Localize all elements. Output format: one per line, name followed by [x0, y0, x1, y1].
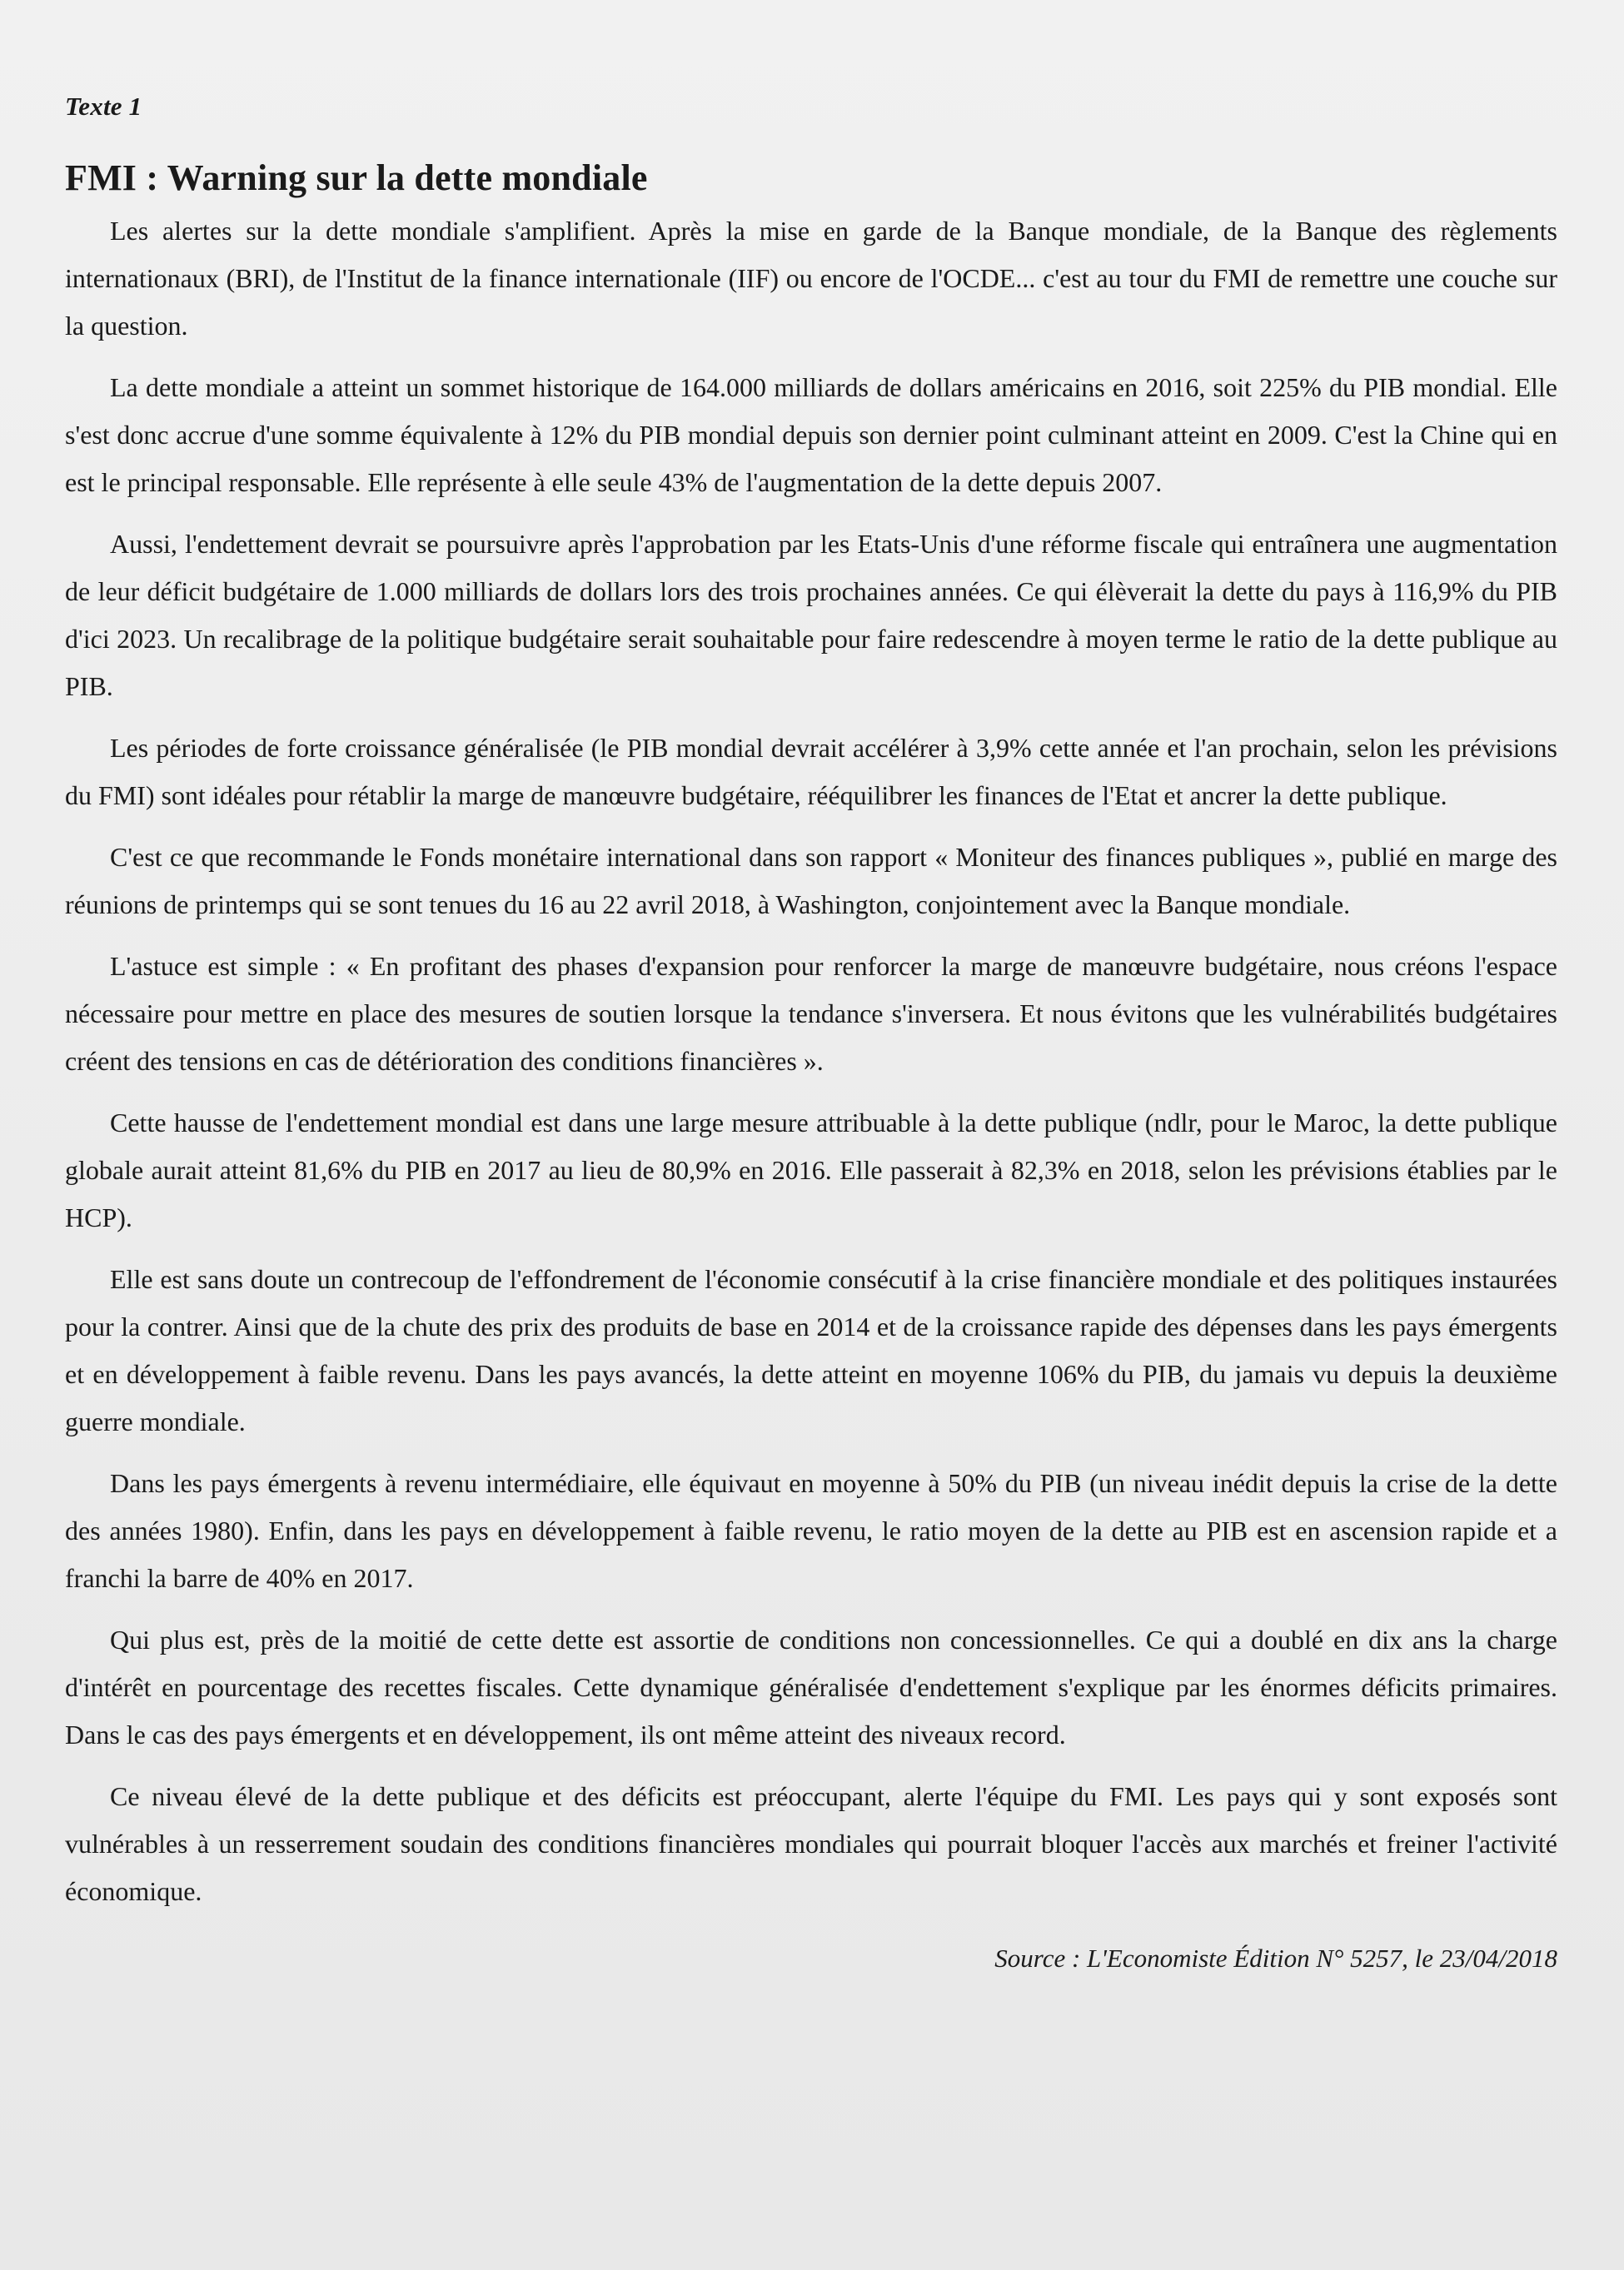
- paragraph-6: L'astuce est simple : « En profitant des phases d'expansion pour renforcer la marge de manœuvre budgétaire, nous créons l'espace nécessaire pour mettre en place des mesures de soutien lorsque la tendance s'inversera. Et nous évitons que les vulnérabilités budgétaires créent des tensions en cas de détérioration des conditions financières ».: [65, 951, 1557, 1076]
- paragraph-10: Qui plus est, près de la moitié de cette dette est assortie de conditions non concessionnelles. Ce qui a doublé en dix ans la charge d'intérêt en pourcentage des recettes fiscales. Cette dynamique généralisée d'endettement s'explique par les énormes déficits primaires. Dans le cas des pays émergents et en développement, ils ont même atteint des niveaux record.: [65, 1625, 1557, 1750]
- paragraph-8: Elle est sans doute un contrecoup de l'effondrement de l'économie consécutif à la crise financière mondiale et des politiques instaurées pour la contrer. Ainsi que de la chute des prix des produits de base en 2014 et de la croissance rapide des dépenses dans les pays émergents et en développement à faible revenu. Dans les pays avancés, la dette atteint en moyenne 106% du PIB, du jamais vu depuis la deuxième guerre mondiale.: [65, 1264, 1557, 1436]
- paragraph-9: Dans les pays émergents à revenu intermédiaire, elle équivaut en moyenne à 50% du PIB (un niveau inédit depuis la crise de la dette des années 1980). Enfin, dans les pays en développement à faible revenu, le ratio moyen de la dette au PIB est en ascension rapide et a franchi la barre de 40% en 2017.: [65, 1468, 1557, 1593]
- article-title: FMI : Warning sur la dette mondiale: [65, 157, 648, 198]
- paragraph-2: La dette mondiale a atteint un sommet historique de 164.000 milliards de dollars américains en 2016, soit 225% du PIB mondial. Elle s'est donc accrue d'une somme équivalente à 12% du PIB mondial depuis son dernier point culminant atteint en 2009. C'est la Chine qui en est le principal responsable. Elle représente à elle seule 43% de l'augmentation de la dette depuis 2007.: [65, 372, 1557, 497]
- paragraph-1: Les alertes sur la dette mondiale s'amplifient. Après la mise en garde de la Banque mondiale, de la Banque des règlements internationaux (BRI), de l'Institut de la finance internationale (IIF) ou encore de l'OCDE... c'est au tour du FMI de remettre une couche sur la question.: [65, 216, 1557, 341]
- paragraph-4: Les périodes de forte croissance généralisée (le PIB mondial devrait accélérer à 3,9% cette année et l'an prochain, selon les prévisions du FMI) sont idéales pour rétablir la marge de manœuvre budgétaire, rééquilibrer les finances de l'Etat et ancrer la dette publique.: [65, 733, 1557, 810]
- article-body: [65, 207, 1557, 1915]
- paragraph-3: Aussi, l'endettement devrait se poursuivre après l'approbation par les Etats-Unis d'une réforme fiscale qui entraînera une augmentation de leur déficit budgétaire de 1.000 milliards de dollars lors des trois prochaines années. Ce qui élèverait la dette du pays à 116,9% du PIB d'ici 2023. Un recalibrage de la politique budgétaire serait souhaitable pour faire redescendre à moyen terme le ratio de la dette publique au PIB.: [65, 529, 1557, 701]
- paragraph-11: Ce niveau élevé de la dette publique et des déficits est préoccupant, alerte l'équipe du FMI. Les pays qui y sont exposés sont vulnérables à un resserrement soudain des conditions financières mondiales qui pourrait bloquer l'accès aux marchés et freiner l'activité économique.: [65, 1781, 1557, 1906]
- paragraph-5: C'est ce que recommande le Fonds monétaire international dans son rapport « Moniteur des finances publiques », publié en marge des réunions de printemps qui se sont tenues du 16 au 22 avril 2018, à Washington, conjointement avec la Banque mondiale.: [65, 842, 1557, 919]
- source-citation: Source : L'Economiste Édition N° 5257, le 23/04/2018: [994, 1944, 1557, 1973]
- paragraph-7: Cette hausse de l'endettement mondial est dans une large mesure attribuable à la dette publique (ndlr, pour le Maroc, la dette publique globale aurait atteint 81,6% du PIB en 2017 au lieu de 80,9% en 2016. Elle passerait à 82,3% en 2018, selon les prévisions établies par le HCP).: [65, 1108, 1557, 1232]
- text-label: Texte 1: [65, 92, 142, 121]
